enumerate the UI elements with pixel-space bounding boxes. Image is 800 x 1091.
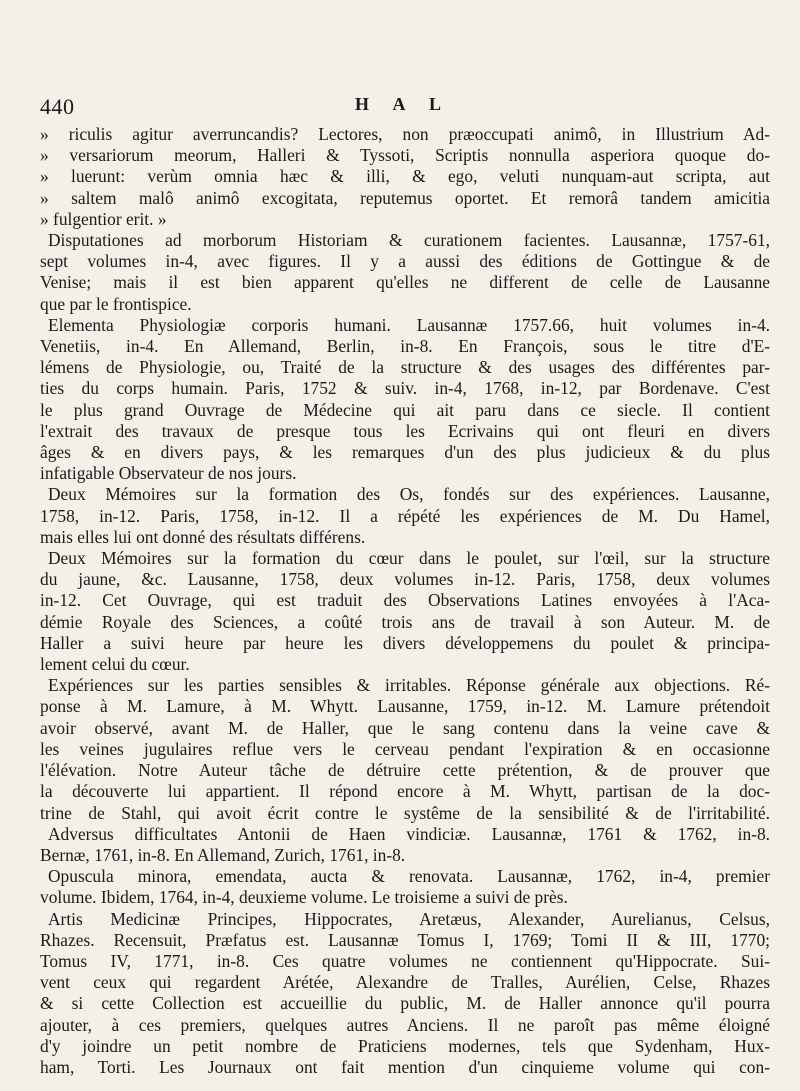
text-line: l'élévation. Notre Auteur tâche de détruire cette prétention, & de prouver que (40, 760, 770, 781)
text-line: Venise; mais il est bien apparent qu'elles ne different de celle de Lausanne (40, 272, 770, 293)
text-line: ajouter, à ces premiers, quelques autres Anciens. Il ne paroît pas même éloigné (40, 1014, 770, 1035)
text-line: Opuscula minora, emendata, aucta & renovata. Lausannæ, 1762, in-4, premier (48, 866, 770, 887)
text-line: Haller a suivi heure par heure les divers développemens du poulet & principa- (40, 632, 770, 653)
text-line: avoir observé, avant M. de Haller, que le sang contenu dans la veine cave & (40, 717, 770, 738)
text-line: sept volumes in-4, avec figures. Il y a aussi des éditions de Gottingue & de (40, 251, 770, 272)
body-text (40, 124, 770, 1078)
text-line: 1758, in-12. Paris, 1758, in-12. Il a répété les expériences de M. Du Hamel, (40, 505, 770, 526)
text-line: Artis Medicinæ Principes, Hippocrates, Aretæus, Alexander, Aurelianus, Celsus, (48, 908, 770, 929)
text-line: Deux Mémoires sur la formation du cœur dans le poulet, sur l'œil, sur la structure (48, 548, 770, 569)
text-line: » fulgentior erit. » (40, 208, 167, 229)
text-line: le plus grand Ouvrage de Médecine qui ait paru dans ce siecle. Il contient (40, 399, 770, 420)
running-title: H A L (354, 94, 452, 114)
text-line: Rhazes. Recensuit, Præfatus est. Lausannæ Tomus I, 1769; Tomi II & III, 1770; (40, 929, 770, 950)
text-line: démie Royale des Sciences, a coûté trois ans de travail à son Auteur. M. de (40, 611, 770, 632)
text-line: » saltem malô animô excogitata, reputemus oportet. Et remorâ tandem amicitia (40, 187, 770, 208)
text-line: Elementa Physiologiæ corporis humani. Lausannæ 1757.66, huit volumes in-4. (48, 314, 770, 335)
text-line: ponse à M. Lamure, à M. Whytt. Lausanne, 1759, in-12. M. Lamure prétendoit (40, 696, 770, 717)
text-line: lement celui du cœur. (40, 654, 190, 675)
text-line: Disputationes ad morborum Historiam & curationem facientes. Lausannæ, 1757-61, (48, 230, 770, 251)
text-line: que par le frontispice. (40, 293, 192, 314)
text-line: Expériences sur les parties sensibles & irritables. Réponse générale aux objections. Ré- (48, 675, 770, 696)
text-line: » luerunt: verùm omnia hæc & illi, & ego, veluti nunquam-aut scripta, aut (40, 166, 770, 187)
text-line: du jaune, &c. Lausanne, 1758, deux volumes in-12. Paris, 1758, deux volumes (40, 569, 770, 590)
text-line: d'y joindre un petit nombre de Praticiens modernes, tels que Sydenham, Hux- (40, 1035, 770, 1056)
page-number: 440 (40, 94, 75, 119)
text-line: Venetiis, in-4. En Allemand, Berlin, in-8. En François, sous le titre d'E- (40, 336, 770, 357)
text-line: Deux Mémoires sur la formation des Os, fondés sur des expériences. Lausanne, (48, 484, 770, 505)
text-line: Tomus IV, 1771, in-8. Ces quatre volumes ne contiennent qu'Hippocrate. Sui- (40, 950, 770, 971)
text-line: âges & en divers pays, & les remarques d'un des plus judicieux & du plus (40, 442, 770, 463)
text-line: lémens de Physiologie, ou, Traité de la structure & des usages des différentes par- (40, 357, 770, 378)
text-line: » versariorum meorum, Halleri & Tyssoti, Scriptis nonnulla asperiora quoque do- (40, 145, 770, 166)
text-line: infatigable Observateur de nos jours. (40, 463, 297, 484)
page-header (40, 94, 766, 122)
text-line: ties du corps humain. Paris, 1752 & suiv. in-4, 1768, in-12, par Bordenave. C'est (40, 378, 770, 399)
text-line: in-12. Cet Ouvrage, qui est traduit des Observations Latines envoyées à l'Aca- (40, 590, 770, 611)
text-line: trine de Stahl, qui avoit écrit contre le systême de la sensibilité & de l'irritabilité. (40, 802, 770, 823)
text-line: Adversus difficultates Antonii de Haen vindiciæ. Lausannæ, 1761 & 1762, in-8. (48, 823, 770, 844)
text-line: Bernæ, 1761, in-8. En Allemand, Zurich, 1761, in-8. (40, 844, 406, 865)
text-line: l'extrait des travaux de presque tous les Ecrivains qui ont fleuri en divers (40, 420, 770, 441)
text-line: ham, Torti. Les Journaux ont fait mention d'un cinquieme volume qui con- (40, 1056, 770, 1077)
text-line: mais elles lui ont donné des résultats différens. (40, 526, 366, 547)
text-line: & si cette Collection est accueillie du public, M. de Haller annonce qu'il pourra (40, 993, 770, 1014)
text-line: vent ceux qui regardent Arétée, Alexandre de Tralles, Aurélien, Celse, Rhazes (40, 972, 770, 993)
text-line: volume. Ibidem, 1764, in-4, deuxieme volume. Le troisieme a suivi de près. (40, 887, 568, 908)
text-line: la découverte lui appartient. Il répond encore à M. Whytt, partisan de la doc- (40, 781, 770, 802)
text-line: » riculis agitur averruncandis? Lectores, non præoccupati animô, in Illustrium Ad- (40, 124, 770, 144)
text-line: les veines jugulaires reflue vers le cerveau pendant l'expiration & en occasionne (40, 738, 770, 759)
